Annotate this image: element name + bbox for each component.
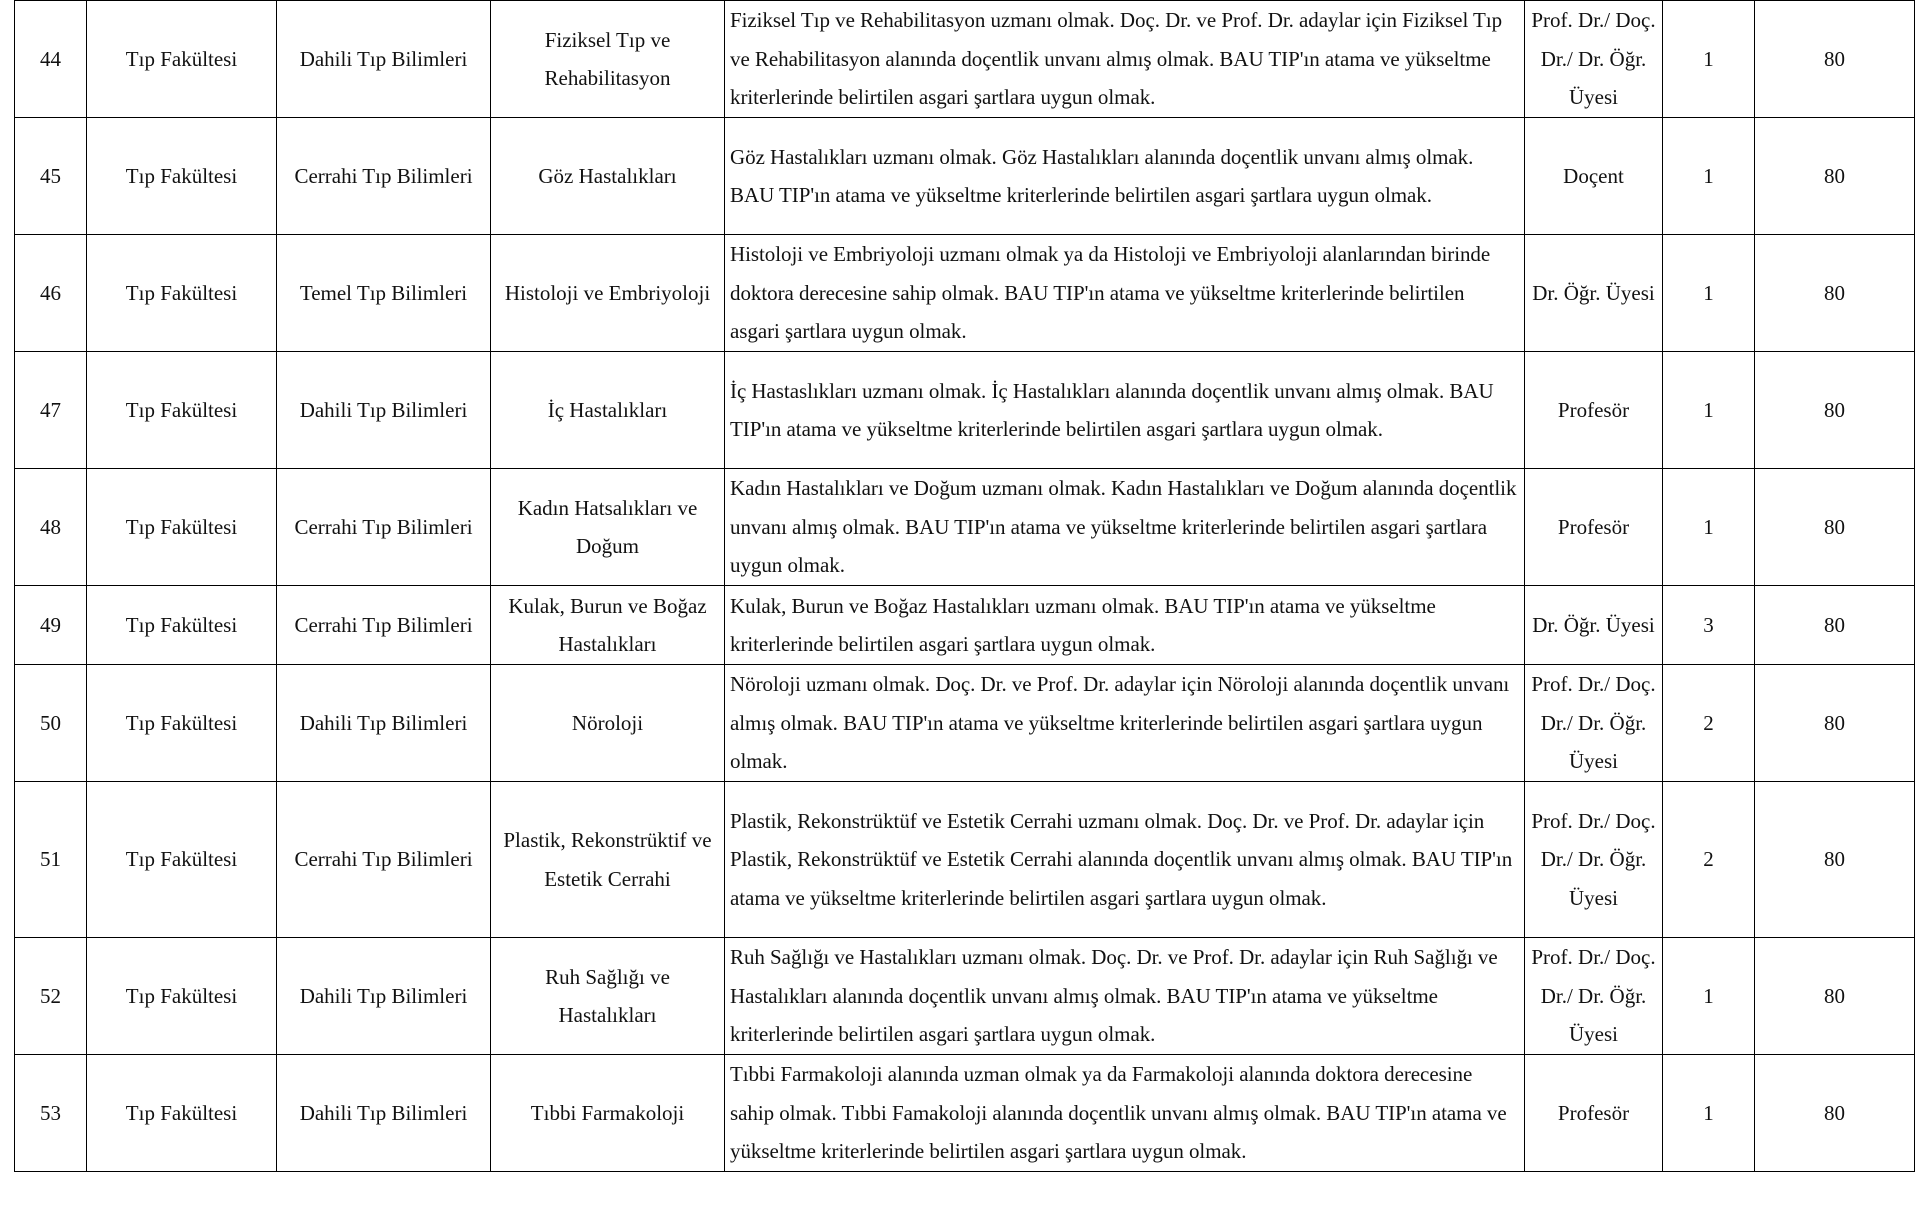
count-cell: 1 — [1663, 235, 1755, 352]
department-cell: Dahili Tıp Bilimleri — [277, 1, 491, 118]
department-cell: Dahili Tıp Bilimleri — [277, 352, 491, 469]
department-cell: Cerrahi Tıp Bilimleri — [277, 782, 491, 938]
table-row — [15, 1, 1915, 118]
table-row — [15, 469, 1915, 586]
program-cell: Göz Hastalıkları — [491, 118, 725, 235]
row-number: 50 — [15, 665, 87, 782]
table-row — [15, 938, 1915, 1055]
score-cell: 80 — [1755, 1, 1915, 118]
program-cell: Kulak, Burun ve Boğaz Hastalıkları — [491, 586, 725, 665]
department-cell: Dahili Tıp Bilimleri — [277, 665, 491, 782]
row-number: 48 — [15, 469, 87, 586]
program-cell: Ruh Sağlığı ve Hastalıkları — [491, 938, 725, 1055]
faculty-cell: Tıp Fakültesi — [87, 1055, 277, 1172]
program-cell: Histoloji ve Embriyoloji — [491, 235, 725, 352]
count-cell: 1 — [1663, 118, 1755, 235]
program-cell: Nöroloji — [491, 665, 725, 782]
title-cell: Prof. Dr./ Doç. Dr./ Dr. Öğr. Üyesi — [1525, 782, 1663, 938]
score-cell: 80 — [1755, 118, 1915, 235]
row-number: 47 — [15, 352, 87, 469]
title-cell: Prof. Dr./ Doç. Dr./ Dr. Öğr. Üyesi — [1525, 665, 1663, 782]
score-cell: 80 — [1755, 1055, 1915, 1172]
requirement-cell: Tıbbi Farmakoloji alanında uzman olmak ya da Farmakoloji alanında doktora derecesine sahip olmak. Tıbbi Famakoloji alanında doçentlik unvanı almış olmak. BAU TIP'ın atama ve yükseltme kriterlerinde belirtilen asgari şartlara uygun olmak. — [725, 1055, 1525, 1172]
department-cell: Dahili Tıp Bilimleri — [277, 938, 491, 1055]
requirement-cell: Kulak, Burun ve Boğaz Hastalıkları uzmanı olmak. BAU TIP'ın atama ve yükseltme kriterlerinde belirtilen asgari şartlara uygun olmak. — [725, 586, 1525, 665]
department-cell: Dahili Tıp Bilimleri — [277, 1055, 491, 1172]
table-row — [15, 235, 1915, 352]
program-cell: Kadın Hatsalıkları ve Doğum — [491, 469, 725, 586]
requirement-cell: Plastik, Rekonstrüktüf ve Estetik Cerrahi uzmanı olmak. Doç. Dr. ve Prof. Dr. adaylar için Plastik, Rekonstrüktüf ve Estetik Cerrahi alanında doçentlik unvanı almış olmak. BAU TIP'ın atama ve yükseltme kriterlerinde belirtilen asgari şartlara uygun olmak. — [725, 782, 1525, 938]
table-row — [15, 782, 1915, 938]
score-cell: 80 — [1755, 469, 1915, 586]
title-cell: Dr. Öğr. Üyesi — [1525, 235, 1663, 352]
title-cell: Doçent — [1525, 118, 1663, 235]
position-table-sheet — [14, 0, 1914, 1172]
count-cell: 3 — [1663, 586, 1755, 665]
table-row — [15, 352, 1915, 469]
title-cell: Dr. Öğr. Üyesi — [1525, 586, 1663, 665]
faculty-cell: Tıp Fakültesi — [87, 586, 277, 665]
department-cell: Cerrahi Tıp Bilimleri — [277, 586, 491, 665]
count-cell: 2 — [1663, 782, 1755, 938]
row-number: 51 — [15, 782, 87, 938]
position-table — [14, 0, 1915, 1172]
table-body — [15, 1, 1915, 1172]
program-cell: İç Hastalıkları — [491, 352, 725, 469]
row-number: 49 — [15, 586, 87, 665]
score-cell: 80 — [1755, 235, 1915, 352]
row-number: 53 — [15, 1055, 87, 1172]
count-cell: 2 — [1663, 665, 1755, 782]
table-row — [15, 586, 1915, 665]
count-cell: 1 — [1663, 1055, 1755, 1172]
table-row — [15, 118, 1915, 235]
score-cell: 80 — [1755, 782, 1915, 938]
score-cell: 80 — [1755, 586, 1915, 665]
count-cell: 1 — [1663, 469, 1755, 586]
title-cell: Prof. Dr./ Doç. Dr./ Dr. Öğr. Üyesi — [1525, 938, 1663, 1055]
faculty-cell: Tıp Fakültesi — [87, 1, 277, 118]
row-number: 52 — [15, 938, 87, 1055]
table-row — [15, 665, 1915, 782]
faculty-cell: Tıp Fakültesi — [87, 235, 277, 352]
requirement-cell: İç Hastaslıkları uzmanı olmak. İç Hastalıkları alanında doçentlik unvanı almış olmak. BAU TIP'ın atama ve yükseltme kriterlerinde belirtilen asgari şartlara uygun olmak. — [725, 352, 1525, 469]
row-number: 46 — [15, 235, 87, 352]
row-number: 44 — [15, 1, 87, 118]
count-cell: 1 — [1663, 352, 1755, 469]
score-cell: 80 — [1755, 938, 1915, 1055]
program-cell: Plastik, Rekonstrüktif ve Estetik Cerrahi — [491, 782, 725, 938]
faculty-cell: Tıp Fakültesi — [87, 665, 277, 782]
table-row — [15, 1055, 1915, 1172]
title-cell: Profesör — [1525, 469, 1663, 586]
count-cell: 1 — [1663, 1, 1755, 118]
requirement-cell: Kadın Hastalıkları ve Doğum uzmanı olmak. Kadın Hastalıkları ve Doğum alanında doçentlik unvanı almış olmak. BAU TIP'ın atama ve yükseltme kriterlerinde belirtilen asgari şartlara uygun olmak. — [725, 469, 1525, 586]
row-number: 45 — [15, 118, 87, 235]
faculty-cell: Tıp Fakültesi — [87, 782, 277, 938]
faculty-cell: Tıp Fakültesi — [87, 118, 277, 235]
count-cell: 1 — [1663, 938, 1755, 1055]
faculty-cell: Tıp Fakültesi — [87, 469, 277, 586]
requirement-cell: Nöroloji uzmanı olmak. Doç. Dr. ve Prof. Dr. adaylar için Nöroloji alanında doçentlik unvanı almış olmak. BAU TIP'ın atama ve yükseltme kriterlerinde belirtilen asgari şartlara uygun olmak. — [725, 665, 1525, 782]
score-cell: 80 — [1755, 665, 1915, 782]
requirement-cell: Ruh Sağlığı ve Hastalıkları uzmanı olmak. Doç. Dr. ve Prof. Dr. adaylar için Ruh Sağlığı ve Hastalıkları alanında doçentlik unvanı almış olmak. BAU TIP'ın atama ve yükseltme kriterlerinde belirtilen asgari şartlara uygun olmak. — [725, 938, 1525, 1055]
department-cell: Cerrahi Tıp Bilimleri — [277, 118, 491, 235]
title-cell: Profesör — [1525, 352, 1663, 469]
requirement-cell: Göz Hastalıkları uzmanı olmak. Göz Hastalıkları alanında doçentlik unvanı almış olmak. BAU TIP'ın atama ve yükseltme kriterlerinde belirtilen asgari şartlara uygun olmak. — [725, 118, 1525, 235]
requirement-cell: Fiziksel Tıp ve Rehabilitasyon uzmanı olmak. Doç. Dr. ve Prof. Dr. adaylar için Fiziksel Tıp ve Rehabilitasyon alanında doçentlik unvanı almış olmak. BAU TIP'ın atama ve yükseltme kriterlerinde belirtilen asgari şartlara uygun olmak. — [725, 1, 1525, 118]
requirement-cell: Histoloji ve Embriyoloji uzmanı olmak ya da Histoloji ve Embriyoloji alanlarından birinde doktora derecesine sahip olmak. BAU TIP'ın atama ve yükseltme kriterlerinde belirtilen asgari şartlara uygun olmak. — [725, 235, 1525, 352]
department-cell: Temel Tıp Bilimleri — [277, 235, 491, 352]
title-cell: Profesör — [1525, 1055, 1663, 1172]
faculty-cell: Tıp Fakültesi — [87, 352, 277, 469]
title-cell: Prof. Dr./ Doç. Dr./ Dr. Öğr. Üyesi — [1525, 1, 1663, 118]
faculty-cell: Tıp Fakültesi — [87, 938, 277, 1055]
program-cell: Tıbbi Farmakoloji — [491, 1055, 725, 1172]
program-cell: Fiziksel Tıp ve Rehabilitasyon — [491, 1, 725, 118]
department-cell: Cerrahi Tıp Bilimleri — [277, 469, 491, 586]
score-cell: 80 — [1755, 352, 1915, 469]
